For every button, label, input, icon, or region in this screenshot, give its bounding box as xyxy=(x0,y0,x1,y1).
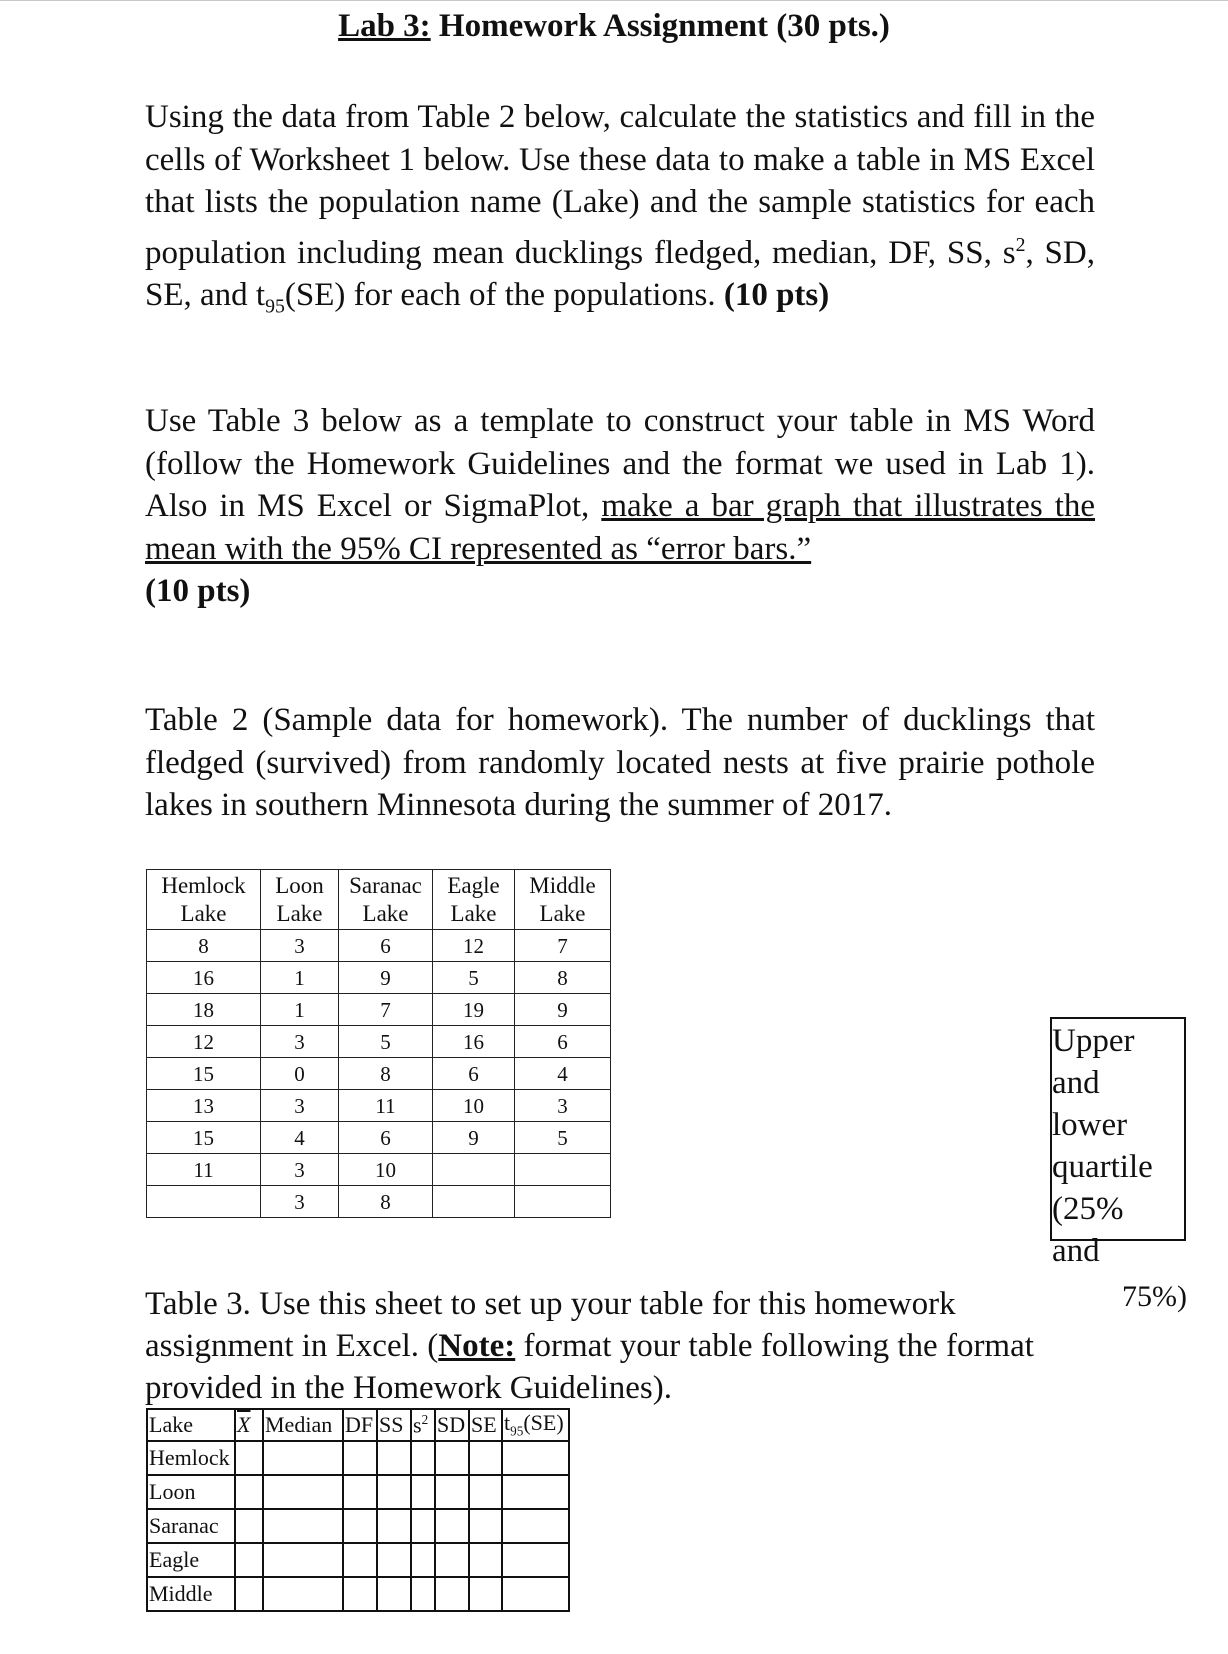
table2-cell: 6 xyxy=(339,1122,433,1154)
table2-row xyxy=(147,930,611,962)
variance-s: s xyxy=(413,1412,422,1438)
col-df: DF xyxy=(343,1409,377,1441)
p2-underlined: make a bar graph that illustrates the mean with the 95% CI represented as “error bars.” xyxy=(145,488,1096,567)
table3-empty-cell[interactable] xyxy=(469,1509,502,1543)
table3-lake-name: Eagle xyxy=(147,1543,235,1577)
table2-cell: 4 xyxy=(515,1058,611,1090)
table2-cell: 10 xyxy=(433,1090,515,1122)
table2-header-line: Hemlock xyxy=(161,872,246,898)
p1-points: (10 pts) xyxy=(723,277,830,313)
table3-row xyxy=(147,1441,569,1475)
table2-cell xyxy=(433,1186,515,1218)
table3-empty-cell[interactable] xyxy=(263,1509,343,1543)
table3-empty-cell[interactable] xyxy=(502,1441,569,1475)
table2-cell: 12 xyxy=(433,930,515,962)
table3-row xyxy=(147,1509,569,1543)
table2-cell: 3 xyxy=(261,1026,339,1058)
table2-cell: 8 xyxy=(339,1186,433,1218)
table3-empty-cell[interactable] xyxy=(377,1543,411,1577)
table3-header-row xyxy=(147,1409,569,1441)
table3-empty-cell[interactable] xyxy=(502,1509,569,1543)
mean-symbol: $\overline{X}$ xyxy=(237,1412,251,1437)
table3-empty-cell[interactable] xyxy=(343,1543,377,1577)
p1-text: Using the data from Table 2 below, calculate the statistics and fill in the cells of Worksheet 1 below. Use these data to make a table in MS Excel that lists the population name (Lake) and the sample statistics for each population including mean ducklings fledged, median, DF, SS, s xyxy=(145,99,1095,271)
table2-cell: 13 xyxy=(147,1090,261,1122)
table2-header-line: Saranac xyxy=(349,872,422,898)
table2-cell: 0 xyxy=(261,1058,339,1090)
table2-cell: 3 xyxy=(261,1154,339,1186)
t3-caption-note: Note: xyxy=(438,1328,516,1364)
table3-empty-cell[interactable] xyxy=(263,1543,343,1577)
table3-lake-name: Saranac xyxy=(147,1509,235,1543)
quartile-note-line: Upper xyxy=(1052,1023,1135,1059)
table2-cell: 12 xyxy=(147,1026,261,1058)
table2-cell: 8 xyxy=(147,930,261,962)
p2-points: (10 pts) xyxy=(145,573,251,609)
table3-empty-cell[interactable] xyxy=(235,1543,263,1577)
col-t95se xyxy=(502,1409,569,1441)
table2-row xyxy=(147,1058,611,1090)
table2-cell xyxy=(433,1154,515,1186)
table2-cell: 11 xyxy=(147,1154,261,1186)
col-se: SE xyxy=(469,1409,502,1441)
table2-header-line: Eagle xyxy=(447,872,500,898)
table3-empty-cell[interactable] xyxy=(435,1577,469,1611)
table3-empty-cell[interactable] xyxy=(235,1441,263,1475)
col-lake: Lake xyxy=(147,1409,235,1441)
table3-empty-cell[interactable] xyxy=(411,1475,435,1509)
t-sub: 95 xyxy=(510,1423,524,1439)
table2-cell: 16 xyxy=(147,962,261,994)
table3-empty-cell[interactable] xyxy=(343,1441,377,1475)
table2-row xyxy=(147,1186,611,1218)
p2-text: Use Table 3 below as a template to construct your table in MS Word (follow the Homework Guidelines and the format we used in Lab 1). Also in MS Excel or SigmaPlot, xyxy=(145,403,1095,524)
table3-empty-cell[interactable] xyxy=(235,1577,263,1611)
table2-cell: 3 xyxy=(261,1090,339,1122)
table3-empty-cell[interactable] xyxy=(377,1475,411,1509)
table3-row xyxy=(147,1577,569,1611)
table3-empty-cell[interactable] xyxy=(343,1577,377,1611)
table2-cell: 6 xyxy=(339,930,433,962)
table2-row xyxy=(147,994,611,1026)
top-border xyxy=(0,0,1228,1)
col-ss: SS xyxy=(377,1409,411,1441)
table3-empty-cell[interactable] xyxy=(469,1441,502,1475)
quartile-note-line: lower xyxy=(1052,1107,1128,1143)
table2-header-row xyxy=(147,870,611,930)
table3-body xyxy=(147,1441,569,1611)
t-tail: (SE) xyxy=(523,1410,564,1436)
table3-empty-cell[interactable] xyxy=(235,1475,263,1509)
table2-body xyxy=(147,930,611,1218)
table2-header-cell xyxy=(147,870,261,930)
table2-cell xyxy=(515,1154,611,1186)
table3-empty-cell[interactable] xyxy=(469,1577,502,1611)
table3-empty-cell[interactable] xyxy=(435,1543,469,1577)
table2-cell: 5 xyxy=(433,962,515,994)
table2-row xyxy=(147,1090,611,1122)
table2-cell: 1 xyxy=(261,994,339,1026)
table3-lake-name: Hemlock xyxy=(147,1441,235,1475)
table3-caption xyxy=(145,1283,1145,1409)
table3-row xyxy=(147,1543,569,1577)
table3-empty-cell[interactable] xyxy=(502,1577,569,1611)
table2-cell: 3 xyxy=(515,1090,611,1122)
table2-cell: 19 xyxy=(433,994,515,1026)
t3-caption-text3: format your table following the format provided in the Homework Guidelines). xyxy=(145,1328,1034,1406)
table3-empty-cell[interactable] xyxy=(377,1441,411,1475)
table2-cell: 7 xyxy=(339,994,433,1026)
table2-row xyxy=(147,962,611,994)
t3-caption-text2: assignment in Excel. ( xyxy=(145,1328,439,1364)
table2-header-line: Lake xyxy=(180,900,227,926)
table3-empty-cell[interactable] xyxy=(263,1577,343,1611)
p1-text3: (SE) for each of the populations. xyxy=(284,277,716,313)
table2-cell: 6 xyxy=(515,1026,611,1058)
p1-text2: , SD, SE, and t xyxy=(145,234,1095,313)
quartile-note-line: quartile xyxy=(1052,1149,1153,1185)
table3-empty-cell[interactable] xyxy=(411,1441,435,1475)
table3-empty-cell[interactable] xyxy=(469,1475,502,1509)
table-3-template xyxy=(146,1408,570,1612)
table2-cell: 5 xyxy=(339,1026,433,1058)
instructions-paragraph-1 xyxy=(145,96,1095,328)
col-median: Median xyxy=(263,1409,343,1441)
table2-cell: 15 xyxy=(147,1058,261,1090)
table2-cell: 5 xyxy=(515,1122,611,1154)
col-mean xyxy=(235,1409,263,1441)
table2-cell xyxy=(147,1186,261,1218)
table2-cell: 9 xyxy=(339,962,433,994)
table3-empty-cell[interactable] xyxy=(502,1475,569,1509)
instructions-paragraph-2 xyxy=(145,400,1095,613)
table3-empty-cell[interactable] xyxy=(343,1509,377,1543)
table2-header-line: Lake xyxy=(362,900,409,926)
quartile-note-end: 75%) xyxy=(1122,1280,1187,1313)
table2-caption: Table 2 (Sample data for homework). The number of ducklings that fledged (survived) from randomly located nests at five prairie pothole lakes in southern Minnesota during the summer of 2017. xyxy=(145,702,1095,823)
table2-cell xyxy=(515,1186,611,1218)
table2-header-line: Lake xyxy=(450,900,497,926)
table3-empty-cell[interactable] xyxy=(377,1509,411,1543)
table2-cell: 15 xyxy=(147,1122,261,1154)
table3-empty-cell[interactable] xyxy=(435,1475,469,1509)
table3-empty-cell[interactable] xyxy=(435,1441,469,1475)
table2-row xyxy=(147,1026,611,1058)
table2-header-line: Lake xyxy=(276,900,323,926)
table2-cell: 18 xyxy=(147,994,261,1026)
table2-row xyxy=(147,1122,611,1154)
table2-row xyxy=(147,1154,611,1186)
table3-lake-name: Middle xyxy=(147,1577,235,1611)
table2-cell: 3 xyxy=(261,930,339,962)
table3-empty-cell[interactable] xyxy=(411,1509,435,1543)
table2-cell: 16 xyxy=(433,1026,515,1058)
title-rest: Homework Assignment (30 pts.) xyxy=(438,8,890,44)
table2-cell: 8 xyxy=(339,1058,433,1090)
table3-empty-cell[interactable] xyxy=(502,1543,569,1577)
table2-cell: 11 xyxy=(339,1090,433,1122)
table2-cell: 9 xyxy=(515,994,611,1026)
quartile-note-text xyxy=(1052,1020,1192,1272)
t-symbol: t xyxy=(504,1410,511,1436)
table3-empty-cell[interactable] xyxy=(263,1441,343,1475)
table2-header-line: Lake xyxy=(539,900,586,926)
table2-header-line: Middle xyxy=(529,872,596,898)
quartile-note-line: (25% xyxy=(1052,1191,1124,1227)
table2-cell: 7 xyxy=(515,930,611,962)
page-title xyxy=(0,8,1228,45)
table3-empty-cell[interactable] xyxy=(235,1509,263,1543)
table3-empty-cell[interactable] xyxy=(343,1475,377,1509)
table2-cell: 10 xyxy=(339,1154,433,1186)
table2-header-line: Loon xyxy=(275,872,324,898)
table2-cell: 9 xyxy=(433,1122,515,1154)
variance-sup: 2 xyxy=(421,1411,429,1427)
table3-empty-cell[interactable] xyxy=(377,1577,411,1611)
title-prefix: Lab 3: xyxy=(338,8,431,44)
quartile-note-line: and xyxy=(1052,1233,1100,1269)
table2-header-cell xyxy=(515,870,611,930)
table2-cell: 6 xyxy=(433,1058,515,1090)
table2-cell: 4 xyxy=(261,1122,339,1154)
col-sd: SD xyxy=(435,1409,469,1441)
table3-row xyxy=(147,1475,569,1509)
table3-empty-cell[interactable] xyxy=(435,1509,469,1543)
quartile-note-line: and xyxy=(1052,1065,1100,1101)
table2-cell: 1 xyxy=(261,962,339,994)
table3-empty-cell[interactable] xyxy=(469,1543,502,1577)
table2-cell: 8 xyxy=(515,962,611,994)
col-variance xyxy=(411,1409,435,1441)
table2-header-cell xyxy=(433,870,515,930)
table2-header-cell xyxy=(339,870,433,930)
table2-header-cell xyxy=(261,870,339,930)
table-2-sample-data xyxy=(146,869,611,1218)
table3-empty-cell[interactable] xyxy=(411,1577,435,1611)
table3-empty-cell[interactable] xyxy=(411,1543,435,1577)
t3-caption-text1: Table 3. Use this sheet to set up your table for this homework xyxy=(145,1286,956,1322)
table3-lake-name: Loon xyxy=(147,1475,235,1509)
p1-sup: 2 xyxy=(1015,233,1026,256)
table2-cell: 3 xyxy=(261,1186,339,1218)
p1-sub: 95 xyxy=(265,295,285,318)
table3-empty-cell[interactable] xyxy=(263,1475,343,1509)
